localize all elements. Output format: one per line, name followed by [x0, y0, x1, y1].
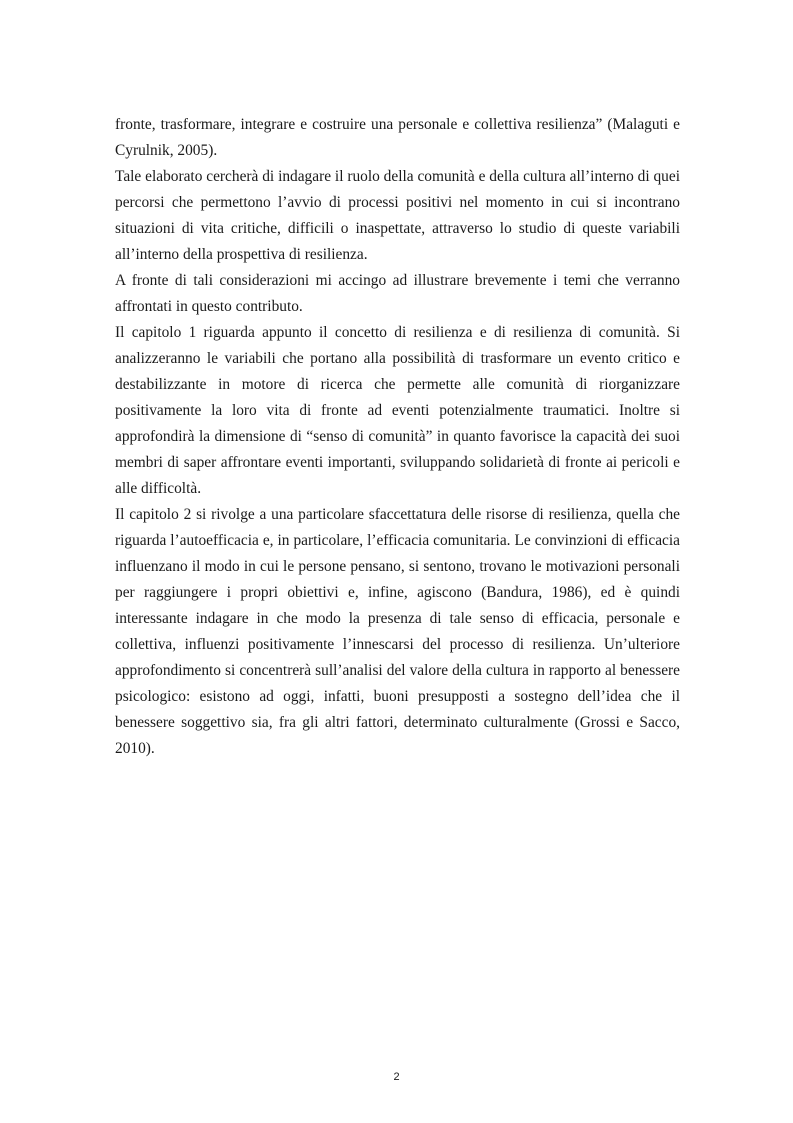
body-text [115, 112, 680, 762]
paragraph-purpose: Tale elaborato cercherà di indagare il ruolo della comunità e della cultura all’interno di quei percorsi che permettono l’avvio di processi positivi nel momento in cui si incontrano situazioni di vita critiche, difficili o inaspettate, attraverso lo studio di queste variabili all’interno della prospettiva di resilienza. [115, 168, 680, 263]
paragraph-continuation: fronte, trasformare, integrare e costruire una personale e collettiva resilienza” (Malaguti e Cyrulnik, 2005). [115, 116, 680, 159]
page-number: 2 [393, 1071, 400, 1083]
paragraph-chapter-1: Il capitolo 1 riguarda appunto il concetto di resilienza e di resilienza di comunità. Si analizzeranno le variabili che portano alla possibilità di trasformare un evento critico e destabilizzante in motore di ricerca che permette alle comunità di riorganizzare positivamente la loro vita di fronte ad eventi potenzialmente traumatici. Inoltre si approfondirà la dimensione di “senso di comunità” in quanto favorisce la capacità dei suoi membri di saper affrontare eventi importanti, sviluppando solidarietà di fronte ai pericoli e alle difficoltà. [115, 324, 680, 497]
paragraph-overview: A fronte di tali considerazioni mi accingo ad illustrare brevemente i temi che verranno affrontati in questo contributo. [115, 272, 680, 315]
paragraph-chapter-2: Il capitolo 2 si rivolge a una particolare sfaccettatura delle risorse di resilienza, quella che riguarda l’autoefficacia e, in particolare, l’efficacia comunitaria. Le convinzioni di efficacia influenzano il modo in cui le persone pensano, si sentono, trovano le motivazioni personali per raggiungere i propri obiettivi e, infine, agiscono (Bandura, 1986), ed è quindi interessante indagare in che modo la presenza di tale senso di efficacia, personale e collettiva, influenzi positivamente l’innescarsi del processo di resilienza. Un’ulteriore approfondimento si concentrerà sull’analisi del valore della cultura in rapporto al benessere psicologico: esistono ad oggi, infatti, buoni presupposti a sostegno dell’idea che il benessere soggettivo sia, fra gli altri fattori, determinato culturalmente (Grossi e Sacco, 2010). [115, 506, 680, 757]
